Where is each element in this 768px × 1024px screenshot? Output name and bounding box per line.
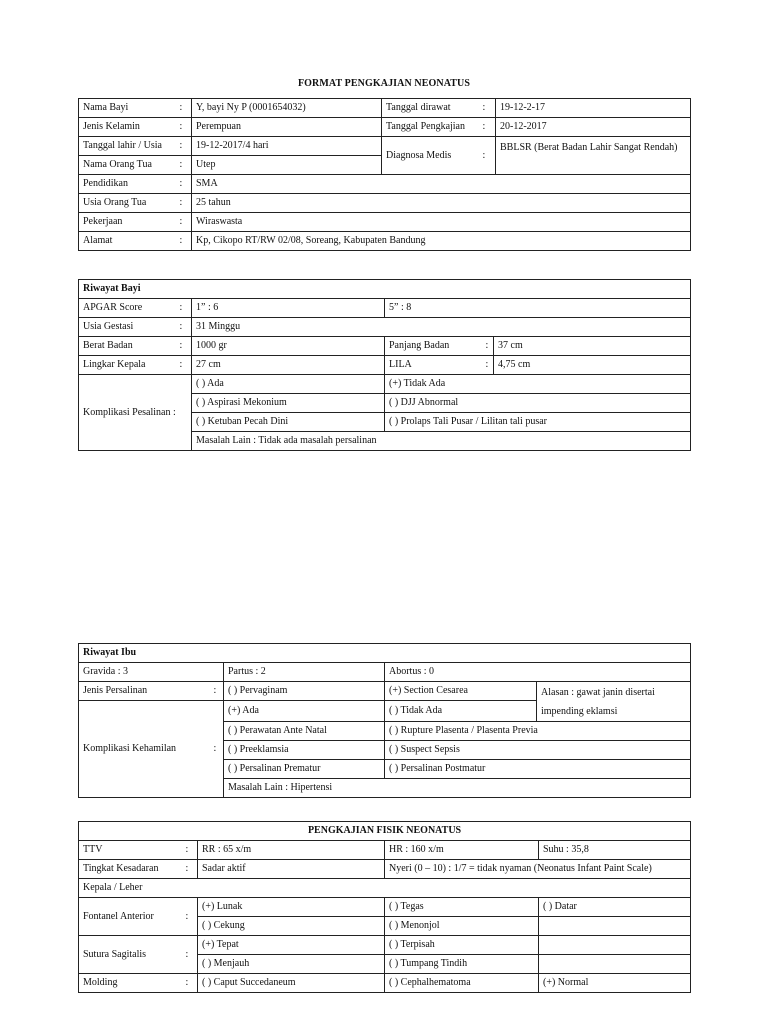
table-row: [79, 974, 691, 993]
label-tanggal-lahir: Tanggal lahir / Usia: [79, 137, 179, 156]
option-menjauh: ( ) Menjauh: [198, 955, 385, 974]
label-nama-orang-tua: Nama Orang Tua: [79, 156, 179, 175]
value-tingkat-kesadaran: Sadar aktif: [198, 860, 385, 879]
colon: :: [179, 337, 192, 356]
option-ketuban-pecah-dini: ( ) Ketuban Pecah Dini: [192, 413, 385, 432]
label-diagnosa-medis: Diagnosa Medis: [382, 137, 482, 175]
option-suspect-sepsis: ( ) Suspect Sepsis: [385, 741, 691, 760]
table-row: [79, 280, 691, 299]
colon: :: [179, 156, 192, 175]
option-persalinan-prematur: ( ) Persalinan Prematur: [224, 760, 385, 779]
value-apgar-5: 5” : 8: [385, 299, 691, 318]
label-fontanel-anterior: Fontanel Anterior: [79, 898, 185, 936]
table-row: [79, 663, 691, 682]
table-row: [79, 898, 691, 917]
option-ada: (+) Ada: [224, 701, 385, 722]
alasan: Alasan : gawat janin disertai impending eklamsi: [537, 682, 691, 722]
colon: :: [179, 299, 192, 318]
value-diagnosa-medis: BBLSR (Berat Badan Lahir Sangat Rendah): [496, 137, 691, 175]
value-tanggal-lahir: 19-12-2017/4 hari: [192, 137, 382, 156]
empty-cell: [539, 955, 691, 974]
label-tingkat-kesadaran: Tingkat Kesadaran: [79, 860, 185, 879]
table-row: [79, 682, 691, 701]
identitas-table: [78, 98, 691, 251]
value-nama-bayi: Y, bayi Ny P (0001654032): [192, 99, 382, 118]
empty-cell: [539, 936, 691, 955]
value-rr: RR : 65 x/m: [198, 841, 385, 860]
value-usia-gestasi: 31 Minggu: [192, 318, 691, 337]
value-tanggal-dirawat: 19-12-2-17: [496, 99, 691, 118]
empty-cell: [539, 917, 691, 936]
masalah-lain: Masalah Lain : Hipertensi: [224, 779, 691, 798]
label-berat-badan: Berat Badan: [79, 337, 179, 356]
value-nyeri: Nyeri (0 – 10) : 1/7 = tidak nyaman (Neonatus Infant Paint Scale): [385, 860, 691, 879]
option-terpisah: ( ) Terpisah: [385, 936, 539, 955]
value-jenis-kelamin: Perempuan: [192, 118, 382, 137]
option-tidak-ada: ( ) Tidak Ada: [385, 701, 537, 722]
option-cephalhematoma: ( ) Cephalhematoma: [385, 974, 539, 993]
label-pendidikan: Pendidikan: [79, 175, 179, 194]
option-tidak-ada: (+) Tidak Ada: [385, 375, 691, 394]
riwayat-bayi-table: [78, 279, 691, 451]
label-komplikasi-pesalinan: Komplikasi Pesalinan :: [79, 375, 192, 451]
label-usia-orang-tua: Usia Orang Tua: [79, 194, 179, 213]
value-pekerjaan: Wiraswasta: [192, 213, 691, 232]
value-apgar-1: 1” : 6: [192, 299, 385, 318]
value-alamat: Kp, Cikopo RT/RW 02/08, Soreang, Kabupaten Bandung: [192, 232, 691, 251]
option-cekung: ( ) Cekung: [198, 917, 385, 936]
value-pendidikan: SMA: [192, 175, 691, 194]
table-row: [79, 118, 691, 137]
table-row: [79, 213, 691, 232]
option-ada: ( ) Ada: [192, 375, 385, 394]
value-hr: HR : 160 x/m: [385, 841, 539, 860]
value-partus: Partus : 2: [224, 663, 385, 682]
label-apgar: APGAR Score: [79, 299, 179, 318]
section-header-fisik: PENGKAJIAN FISIK NEONATUS: [79, 822, 691, 841]
colon: :: [185, 974, 198, 993]
value-usia-orang-tua: 25 tahun: [192, 194, 691, 213]
value-panjang-badan: 37 cm: [494, 337, 691, 356]
colon: :: [485, 337, 494, 356]
option-aspirasi-mekonium: ( ) Aspirasi Mekonium: [192, 394, 385, 413]
section-header-riwayat-bayi: Riwayat Bayi: [79, 280, 691, 299]
value-suhu: Suhu : 35,8: [539, 841, 691, 860]
colon: :: [185, 860, 198, 879]
label-sutura-sagitalis: Sutura Sagitalis: [79, 936, 185, 974]
colon: :: [179, 232, 192, 251]
option-persalinan-postmatur: ( ) Persalinan Postmatur: [385, 760, 691, 779]
value-berat-badan: 1000 gr: [192, 337, 385, 356]
label-komplikasi-kehamilan: Komplikasi Kehamilan: [79, 701, 213, 798]
colon: :: [179, 175, 192, 194]
table-row: [79, 841, 691, 860]
colon: :: [185, 841, 198, 860]
table-row: [79, 137, 691, 156]
option-caput-succedaneum: ( ) Caput Succedaneum: [198, 974, 385, 993]
label-lingkar-kepala: Lingkar Kepala: [79, 356, 179, 375]
table-row: [79, 299, 691, 318]
label-nama-bayi: Nama Bayi: [79, 99, 179, 118]
masalah-lain: Masalah Lain : Tidak ada masalah persalinan: [192, 432, 691, 451]
label-alamat: Alamat: [79, 232, 179, 251]
colon: :: [179, 194, 192, 213]
section-header-riwayat-ibu: Riwayat Ibu: [79, 644, 691, 663]
colon: :: [179, 318, 192, 337]
value-tanggal-pengkajian: 20-12-2017: [496, 118, 691, 137]
label-tanggal-pengkajian: Tanggal Pengkajian: [382, 118, 482, 137]
option-prolaps-tali-pusar: ( ) Prolaps Tali Pusar / Lilitan tali pusar: [385, 413, 691, 432]
table-row: [79, 860, 691, 879]
option-preeklamsia: ( ) Preeklamsia: [224, 741, 385, 760]
table-row: [79, 375, 691, 394]
value-lingkar-kepala: 27 cm: [192, 356, 385, 375]
pengkajian-fisik-table: [78, 821, 691, 993]
table-row: [79, 318, 691, 337]
option-rupture-plasenta: ( ) Rupture Plasenta / Plasenta Previa: [385, 722, 691, 741]
table-row: [79, 232, 691, 251]
colon: :: [213, 682, 224, 701]
document-title: FORMAT PENGKAJIAN NEONATUS: [297, 78, 471, 89]
colon: :: [482, 118, 496, 137]
colon: :: [482, 137, 496, 175]
value-nama-orang-tua: Utep: [192, 156, 382, 175]
label-pekerjaan: Pekerjaan: [79, 213, 179, 232]
table-row: [79, 337, 691, 356]
colon: :: [179, 137, 192, 156]
option-tepat: (+) Tepat: [198, 936, 385, 955]
riwayat-ibu-table: [78, 643, 691, 798]
label-lila: LILA: [385, 356, 485, 375]
table-row: [79, 822, 691, 841]
table-row: [79, 356, 691, 375]
colon: :: [485, 356, 494, 375]
option-pervaginam: ( ) Pervaginam: [224, 682, 385, 701]
option-normal: (+) Normal: [539, 974, 691, 993]
colon: :: [179, 356, 192, 375]
table-row: [79, 936, 691, 955]
value-abortus: Abortus : 0: [385, 663, 691, 682]
colon: :: [179, 213, 192, 232]
table-row: [79, 644, 691, 663]
option-tumpang-tindih: ( ) Tumpang Tindih: [385, 955, 539, 974]
table-row: [79, 99, 691, 118]
label-usia-gestasi: Usia Gestasi: [79, 318, 179, 337]
option-djj-abnormal: ( ) DJJ Abnormal: [385, 394, 691, 413]
label-jenis-kelamin: Jenis Kelamin: [79, 118, 179, 137]
option-lunak: (+) Lunak: [198, 898, 385, 917]
table-row: [79, 175, 691, 194]
value-gravida: Gravida : 3: [79, 663, 224, 682]
table-row: [79, 194, 691, 213]
option-tegas: ( ) Tegas: [385, 898, 539, 917]
option-datar: ( ) Datar: [539, 898, 691, 917]
colon: :: [179, 99, 192, 118]
colon: :: [482, 99, 496, 118]
colon: :: [213, 701, 224, 798]
option-section-cesarea: (+) Section Cesarea: [385, 682, 537, 701]
label-panjang-badan: Panjang Badan: [385, 337, 485, 356]
value-lila: 4,75 cm: [494, 356, 691, 375]
table-row: [79, 879, 691, 898]
colon: :: [185, 936, 198, 974]
colon: :: [185, 898, 198, 936]
label-ttv: TTV: [79, 841, 185, 860]
label-tanggal-dirawat: Tanggal dirawat: [382, 99, 482, 118]
option-menonjol: ( ) Menonjol: [385, 917, 539, 936]
label-kepala-leher: Kepala / Leher: [79, 879, 691, 898]
colon: :: [179, 118, 192, 137]
label-molding: Molding: [79, 974, 185, 993]
label-jenis-persalinan: Jenis Persalinan: [79, 682, 213, 701]
option-perawatan-ante-natal: ( ) Perawatan Ante Natal: [224, 722, 385, 741]
